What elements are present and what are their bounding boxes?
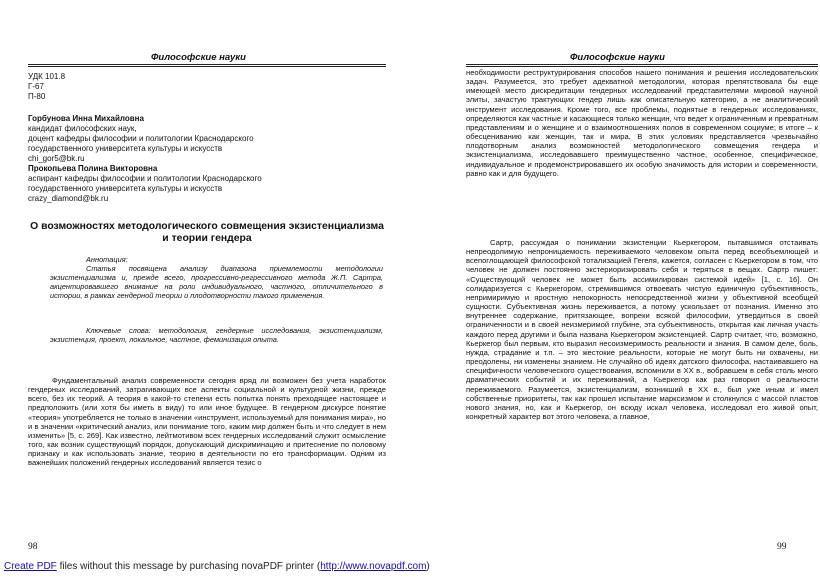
author-institution: государственного университета культуры и искусств bbox=[28, 144, 223, 153]
author-position: доцент кафедры философии и политологии Краснодарского bbox=[28, 134, 254, 143]
page-number: 98 bbox=[28, 542, 38, 552]
author-institution: государственного университета культуры и искусств bbox=[28, 184, 223, 193]
author-degree: кандидат философских наук, bbox=[28, 124, 137, 133]
create-pdf-link[interactable]: Create PDF bbox=[4, 561, 57, 572]
section-header: Философские науки bbox=[570, 52, 665, 63]
footer-text: files without this message by purchasing novaPDF printer ( bbox=[56, 561, 321, 572]
author-name: Прокопьева Полина Викторовна bbox=[28, 164, 158, 173]
keywords-text: методология, гендерные исследования, экзистенциализм, экзистенция, проект, локальное, частное, феминизация опыта. bbox=[50, 326, 383, 344]
author-name: Горбунова Инна Михайловна bbox=[28, 114, 144, 123]
header-rule bbox=[28, 64, 386, 67]
article-title: О возможностях методологического совмещения экзистенциализма и теории гендера bbox=[30, 221, 384, 244]
novapdf-url-link[interactable]: http://www.novapdf.com bbox=[320, 561, 427, 572]
author-email: crazy_diamond@bk.ru bbox=[28, 194, 109, 203]
abstract bbox=[50, 256, 383, 301]
header-rule bbox=[466, 64, 818, 67]
right-page bbox=[410, 0, 820, 580]
body-paragraph: необходимости реструктурирования способов нашего понимания и решения исследовательских задач. Разумеется, это требует адекватной методологии, которая препятствовала бы еще имеющей место дискредитации гендерных исследований представителями мировой научной элиты, зачастую трактующих гендер лишь как описательную категорию, а не аналитический инструмент исследования. Кроме того, все проблемы, поднятые в гендерных исследованиях, определяются как частные и касающиеся только женщин, что ведет к ограниченным и превратным представлениям и о женщине и о взаимоотношениях полов в современном социуме; в итоге – к обесцениванию как женщин, так и мира. В этих условиях представляется чрезвычайно плодотворным анализ возможностей методологического совмещения гендера и экзистенциализма, исследовавшего преимущественно частное, особенное, специфическое, индивидуальное и продемонстрировавшего их особую значимость для истории и современности, равно как и для будущего. bbox=[466, 68, 818, 178]
page-number: 99 bbox=[777, 542, 787, 552]
section-header: Философские науки bbox=[151, 52, 246, 63]
keywords bbox=[50, 327, 383, 345]
author-position: аспирант кафедры философии и политологии Краснодарского bbox=[28, 174, 262, 183]
footer-text-end: ) bbox=[426, 561, 430, 572]
body-paragraph: Фундаментальный анализ современности сегодня вряд ли возможен без учета наработок гендерных исследований, затрагивающих все аспекты социальной и культурной жизни, прежде всего, без их теорий. А теория в какой-то степени есть попытка понять преходящее настоящее и предположить (или хотя бы иметь в виду) то или иное будущее. В гендерном дискурсе понятие «теория» употребляется не только в значении «инструмент, используемый для понимания мира», но и в значении «критический анализ, или понимание того, каким мир должен быть и что следует в нем изменить» [5, с. 269]. Как известно, лейтмотивом всех гендерных исследований служит осмысление того, как возник существующий порядок, допускающий дискриминацию и притеснение по половому признаку и как использовать знание, теорию в деятельности по его трансформации. Одним из важнейших положений гендерных исследований является тезис о bbox=[28, 376, 386, 468]
body-paragraph: Сартр, рассуждая о понимании экзистенции Кьеркегором, пытавшимся отстаивать непреодолимую непроницаемость переживаемого человеком опыта перед всеобъемлющей и всепоглощающей философской тотализацией Гегеля, кажется, согласен с Кьеркегором в том, что человек не должен постоянно экстериоризировать себя и теряться в вещах. Сартр пишет: «Существующий человек не может быть ассимилирован системой идей» [1, с. 16]. Он солидаризуется с Кьеркегором, стремившимся отвоевать чистую единичную субъективность, непримиримую и яростную непокорность непосредственной жизни у объективной всеобщей сущности. Субъективная жизнь переживается, а потому ускользает от познания. Именно это внутреннее содержание, притязающее, вопреки всякой философии, утвердиться в своей ограниченности и в своей неизмеримой глубине, эта субъективность, открытая как личная участь каждого перед другими и была названа Кьеркегором экзистенцией. Сартр считает, что, возможно, Кьеркегор был первым, кто выразил несоизмеримость реальности и знания. В самом деле, боль, нужда, страдание и т.п. – это жестокие реальности, которые не могут быть ни охвачены, ни преодолены, ни изменены знанием. Не случайно об идеях датского философа, настаивавшего на специфичности человеческого существования, вспомнили в XX в., вобравшем в себя столь много драматических событий и их переживаний, а Кьеркегор как раз говорил о реальности переживаемого. Разумеется, экзистенциализм, возникший в XX в., был уже иным и имел собственные приоритеты, так как прошел испытание марксизмом и столкнулся с массой пластов нового знания, но, как и Кьеркегор, он всюду искал человека, исследовал его живой опыт, конкретный характер вот этого человека, а главное, bbox=[466, 238, 818, 421]
pdf-footer-notice bbox=[4, 561, 430, 572]
author-email: chi_gor5@bk.ru bbox=[28, 154, 85, 163]
classification-code: П-80 bbox=[28, 92, 46, 101]
keywords-label: Ключевые слова: bbox=[86, 326, 151, 335]
abstract-text: Статья посвящена анализу диапазона приемлемости методологии экзистенциализма и, прежде всего, прогрессивно-регрессивного метода Ж.П. Сартра, акцентировавшего внимание на роли индивидуального, частного, отличительного в истории, в рамках гендерной теории и плодотворности такого применения. bbox=[50, 263, 383, 300]
classification-code: Г-67 bbox=[28, 82, 44, 91]
udk-code: УДК 101.8 bbox=[28, 72, 66, 81]
abstract-label: Аннотация: bbox=[86, 255, 128, 264]
